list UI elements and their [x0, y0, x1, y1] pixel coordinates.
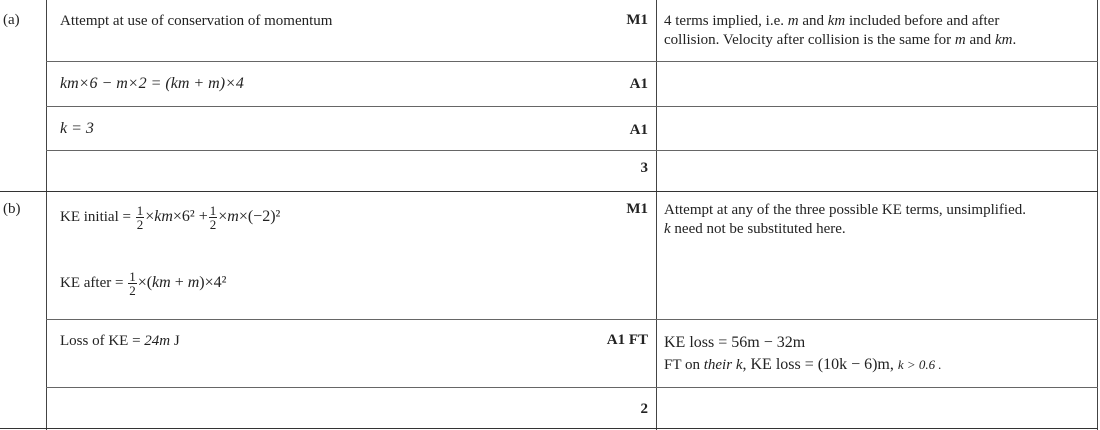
ke-after-expression: KE after = $\frac{1}{2}$ ×(km + m)×4² [60, 269, 227, 298]
guidance-note: KE loss = 56m − 32m FT on their k, KE loss = (10k − 6)m, k > 0.6 . [664, 334, 942, 373]
mark-cell: A1 [629, 122, 648, 138]
momentum-equation: km×6 − m×2 = (km + m)×4 [60, 75, 244, 92]
guidance-note: 4 terms implied, i.e. m and km included before and after collision. Velocity after collision is the same for m and km. [664, 13, 1017, 48]
column-divider-1 [46, 0, 47, 430]
ke-initial-expression: KE initial = $\frac{1}{2}$ ×km×6² + $\frac{1}{2}$ ×m×(−2)² [60, 203, 281, 232]
part-label-a: (a) [3, 12, 20, 28]
ke-loss-answer: Loss of KE = 24m J [60, 333, 180, 349]
mark-total: 2 [640, 401, 648, 417]
column-divider-2 [656, 0, 657, 430]
k-value: k = 3 [60, 120, 94, 137]
column-divider-3 [1097, 0, 1098, 430]
guidance-note: Attempt at any of the three possible KE terms, unsimplified. k need not be substituted here. [664, 202, 1027, 237]
part-label-b: (b) [3, 201, 21, 217]
row-divider [46, 150, 1098, 151]
working-text: Attempt at use of conservation of momentum [60, 13, 333, 29]
mark-total: 3 [640, 160, 648, 176]
mark-cell: A1 [629, 76, 648, 92]
bottom-border [0, 428, 1098, 429]
section-divider [0, 191, 1098, 192]
row-divider [46, 387, 1098, 388]
row-divider [46, 106, 1098, 107]
mark-cell: M1 [626, 201, 648, 217]
row-divider [46, 61, 1098, 62]
row-divider [46, 319, 1098, 320]
mark-cell: M1 [626, 12, 648, 28]
mark-cell: A1 FT [606, 332, 648, 348]
